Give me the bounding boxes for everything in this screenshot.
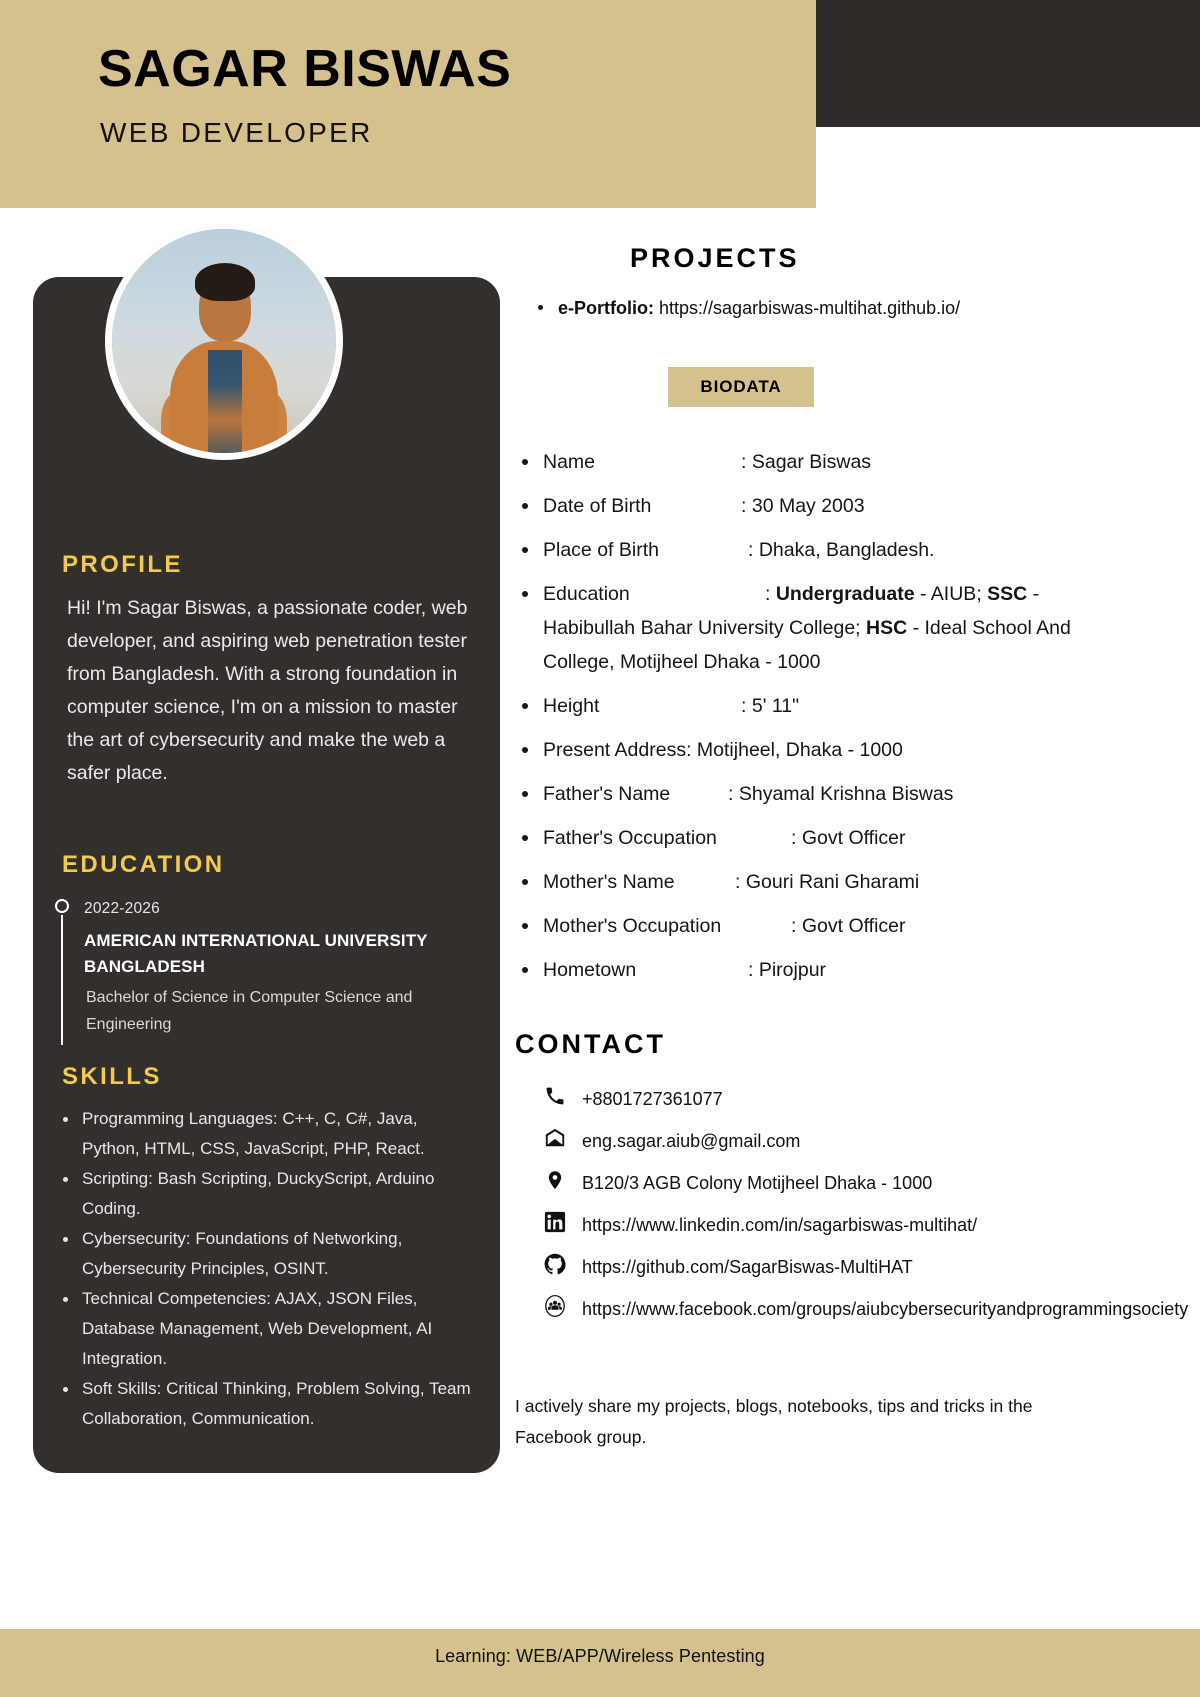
biodata-row-separator: : <box>728 783 739 805</box>
contact-value[interactable]: +8801727361077 <box>582 1089 723 1109</box>
biodata-row <box>515 821 1095 855</box>
biodata-row-label: Height <box>543 695 600 717</box>
biodata-row-separator: : <box>765 583 776 605</box>
project-label: e-Portfolio: <box>558 298 654 318</box>
avatar-shirt-pattern <box>208 350 242 460</box>
biodata-row-label: Mother's Occupation <box>543 915 722 937</box>
footer-text: Learning: WEB/APP/Wireless Pentesting <box>435 1646 765 1666</box>
biodata-row-separator: : <box>741 495 752 517</box>
biodata-row-label: Hometown <box>543 959 637 981</box>
biodata-list <box>515 445 1095 997</box>
biodata-row-separator: : <box>791 915 802 937</box>
skills-heading: SKILLS <box>62 1063 162 1090</box>
skills-list <box>58 1104 478 1434</box>
project-url[interactable]: https://sagarbiswas-multihat.github.io/ <box>659 298 961 318</box>
contact-row[interactable] <box>538 1288 1189 1330</box>
biodata-row <box>515 489 1095 523</box>
contact-value[interactable]: https://www.linkedin.com/in/sagarbiswas-multihat/ <box>582 1215 978 1235</box>
education-heading: EDUCATION <box>62 851 225 878</box>
biodata-row <box>515 777 1095 811</box>
biodata-row-label: Father's Occupation <box>543 827 717 849</box>
biodata-row-label: Date of Birth <box>543 495 652 517</box>
contact-list <box>538 1078 1189 1330</box>
biodata-row <box>515 953 1095 987</box>
biodata-row-value: Dhaka, Bangladesh. <box>758 539 935 561</box>
biodata-row-label: Present Address: <box>543 739 692 761</box>
biodata-row <box>515 733 1095 767</box>
phone-icon <box>538 1080 572 1112</box>
closing-note: I actively share my projects, blogs, notebooks, tips and tricks in the Facebook group. <box>515 1396 1033 1447</box>
list-item: Soft Skills: Critical Thinking, Problem Solving, Team Collaboration, Communication. <box>58 1374 478 1434</box>
list-item <box>532 294 1092 322</box>
biodata-row <box>515 577 1095 679</box>
biodata-row-value: Gouri Rani Gharami <box>745 871 920 893</box>
linkedin-icon <box>538 1206 572 1238</box>
biodata-emphasis: HSC <box>866 617 908 639</box>
biodata-row-value: Pirojpur <box>758 959 827 981</box>
biodata-row-separator: : <box>748 959 759 981</box>
biodata-row-value: Sagar Biswas <box>751 451 872 473</box>
education-years: 2022-2026 <box>84 900 160 917</box>
biodata-row-value: 5' 11" <box>751 695 799 717</box>
job-role-subtitle: WEB DEVELOPER <box>100 117 373 148</box>
biodata-row <box>515 689 1095 723</box>
list-item: Cybersecurity: Foundations of Networking, Cybersecurity Principles, OSINT. <box>58 1224 478 1284</box>
education-school: AMERICAN INTERNATIONAL UNIVERSITY BANGLADESH <box>84 931 428 976</box>
contact-value[interactable]: B120/3 AGB Colony Motijheel Dhaka - 1000 <box>582 1173 933 1193</box>
biodata-row-value: Shyamal Krishna Biswas <box>738 783 954 805</box>
projects-list <box>532 294 1092 322</box>
contact-row[interactable] <box>538 1246 1098 1288</box>
header-gold-block <box>0 0 816 208</box>
email-icon <box>538 1122 572 1154</box>
biodata-row <box>515 865 1095 899</box>
biodata-row-value: Undergraduate - AIUB; SSC - Habibullah Bahar University College; HSC - Ideal School And College, Motijheel Dhaka - 1000 <box>543 583 1071 673</box>
biodata-row <box>515 909 1095 943</box>
education-timeline <box>55 899 69 1045</box>
biodata-emphasis: Undergraduate <box>775 583 915 605</box>
biodata-badge: BIODATA <box>668 367 814 407</box>
biodata-row-label: Education <box>543 583 630 605</box>
contact-value[interactable]: https://www.facebook.com/groups/aiubcybersecurityandprogrammingsociety <box>582 1299 1189 1319</box>
timeline-line <box>61 915 63 1045</box>
list-item: Programming Languages: C++, C, C#, Java, Python, HTML, CSS, JavaScript, PHP, React. <box>58 1104 478 1164</box>
biodata-row-value: Govt Officer <box>801 827 906 849</box>
avatar-hair <box>195 263 255 301</box>
biodata-row-value: Motijheel, Dhaka - 1000 <box>696 739 903 761</box>
biodata-emphasis: SSC <box>987 583 1028 605</box>
profile-text: Hi! I'm Sagar Biswas, a passionate coder, web developer, and aspiring web penetration tester from Bangladesh. With a strong foundation in computer science, I'm on a mission to master the art of cybersecurity and make the web a safer place. <box>67 597 468 784</box>
github-icon <box>538 1248 572 1280</box>
biodata-row-separator: : <box>791 827 802 849</box>
biodata-row-label: Place of Birth <box>543 539 659 561</box>
biodata-row-separator: : <box>741 451 752 473</box>
header-dark-block <box>816 0 1200 127</box>
contact-row[interactable] <box>538 1078 1098 1120</box>
biodata-row-separator: : <box>748 539 759 561</box>
biodata-row <box>515 445 1095 479</box>
list-item: Scripting: Bash Scripting, DuckyScript, Arduino Coding. <box>58 1164 478 1224</box>
contact-row[interactable] <box>538 1120 1098 1162</box>
avatar <box>105 222 343 460</box>
contact-value[interactable]: https://github.com/SagarBiswas-MultiHAT <box>582 1257 913 1277</box>
education-degree: Bachelor of Science in Computer Science and Engineering <box>86 989 413 1033</box>
biodata-row-value: Govt Officer <box>801 915 906 937</box>
page-title: SAGAR BISWAS <box>98 40 512 98</box>
contact-row[interactable] <box>538 1204 1098 1246</box>
location-icon <box>538 1164 572 1196</box>
biodata-row-separator: : <box>735 871 746 893</box>
biodata-row-label: Father's Name <box>543 783 671 805</box>
page-header <box>0 0 1200 208</box>
contact-value[interactable]: eng.sagar.aiub@gmail.com <box>582 1131 801 1151</box>
biodata-row <box>515 533 1095 567</box>
facebook-group-icon <box>538 1290 572 1322</box>
contact-row[interactable] <box>538 1162 1098 1204</box>
biodata-row-label: Mother's Name <box>543 871 675 893</box>
biodata-row-separator: : <box>741 695 752 717</box>
biodata-row-label: Name <box>543 451 596 473</box>
projects-heading: PROJECTS <box>630 243 800 273</box>
timeline-dot-icon <box>55 899 69 913</box>
profile-heading: PROFILE <box>62 551 183 578</box>
contact-heading: CONTACT <box>515 1029 666 1059</box>
biodata-row-value: 30 May 2003 <box>751 495 865 517</box>
list-item: Technical Competencies: AJAX, JSON Files, Database Management, Web Development, AI Integration. <box>58 1284 478 1374</box>
